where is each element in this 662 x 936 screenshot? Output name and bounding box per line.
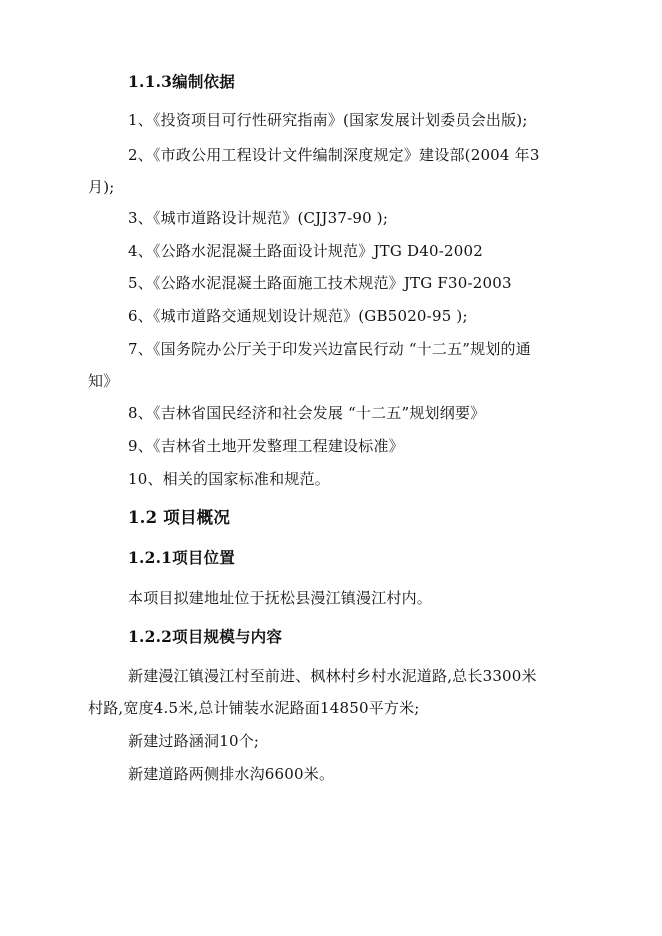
scale-line-3: 新建过路涵洞10个;: [128, 732, 260, 750]
scale-line-4: 新建道路两侧排水沟6600米。: [128, 765, 335, 783]
basis-item-9: 9、《吉林省土地开发整理工程建设标准》: [128, 437, 404, 455]
basis-item-5: 5、《公路水泥混凝土路面施工技术规范》JTG F30-2003: [128, 274, 512, 292]
basis-item-7-continuation: 知》: [88, 372, 119, 390]
basis-item-10: 10、相关的国家标准和规范。: [128, 470, 330, 488]
basis-item-2-continuation: 月);: [88, 178, 115, 196]
project-location-text: 本项目拟建地址位于抚松县漫江镇漫江村内。: [128, 589, 433, 607]
basis-item-8: 8、《吉林省国民经济和社会发展 “十二五”规划纲要》: [128, 404, 486, 422]
scale-line-1: 新建漫江镇漫江村至前进、枫林村乡村水泥道路,总长3300米: [128, 667, 537, 685]
basis-item-7: 7、《国务院办公厅关于印发兴边富民行动 “十二五”规划的通: [128, 340, 531, 358]
basis-item-6: 6、《城市道路交通规划设计规范》(GB5020-95 );: [128, 307, 468, 325]
section-1-1-3-heading: 1.1.3编制依据: [128, 72, 235, 91]
basis-item-4: 4、《公路水泥混凝土路面设计规范》JTG D40-2002: [128, 242, 483, 260]
section-1-2-1-heading: 1.2.1项目位置: [128, 548, 235, 567]
basis-item-2: 2、《市政公用工程设计文件编制深度规定》建设部(2004 年3: [128, 146, 540, 164]
section-1-2-heading: 1.2 项目概况: [128, 508, 231, 527]
scale-line-2: 村路,宽度4.5米,总计铺装水泥路面14850平方米;: [88, 699, 420, 717]
basis-item-1: 1、《投资项目可行性研究指南》(国家发展计划委员会出版);: [128, 111, 528, 129]
section-1-2-2-heading: 1.2.2项目规模与内容: [128, 627, 283, 646]
basis-item-3: 3、《城市道路设计规范》(CJJ37-90 );: [128, 209, 389, 227]
